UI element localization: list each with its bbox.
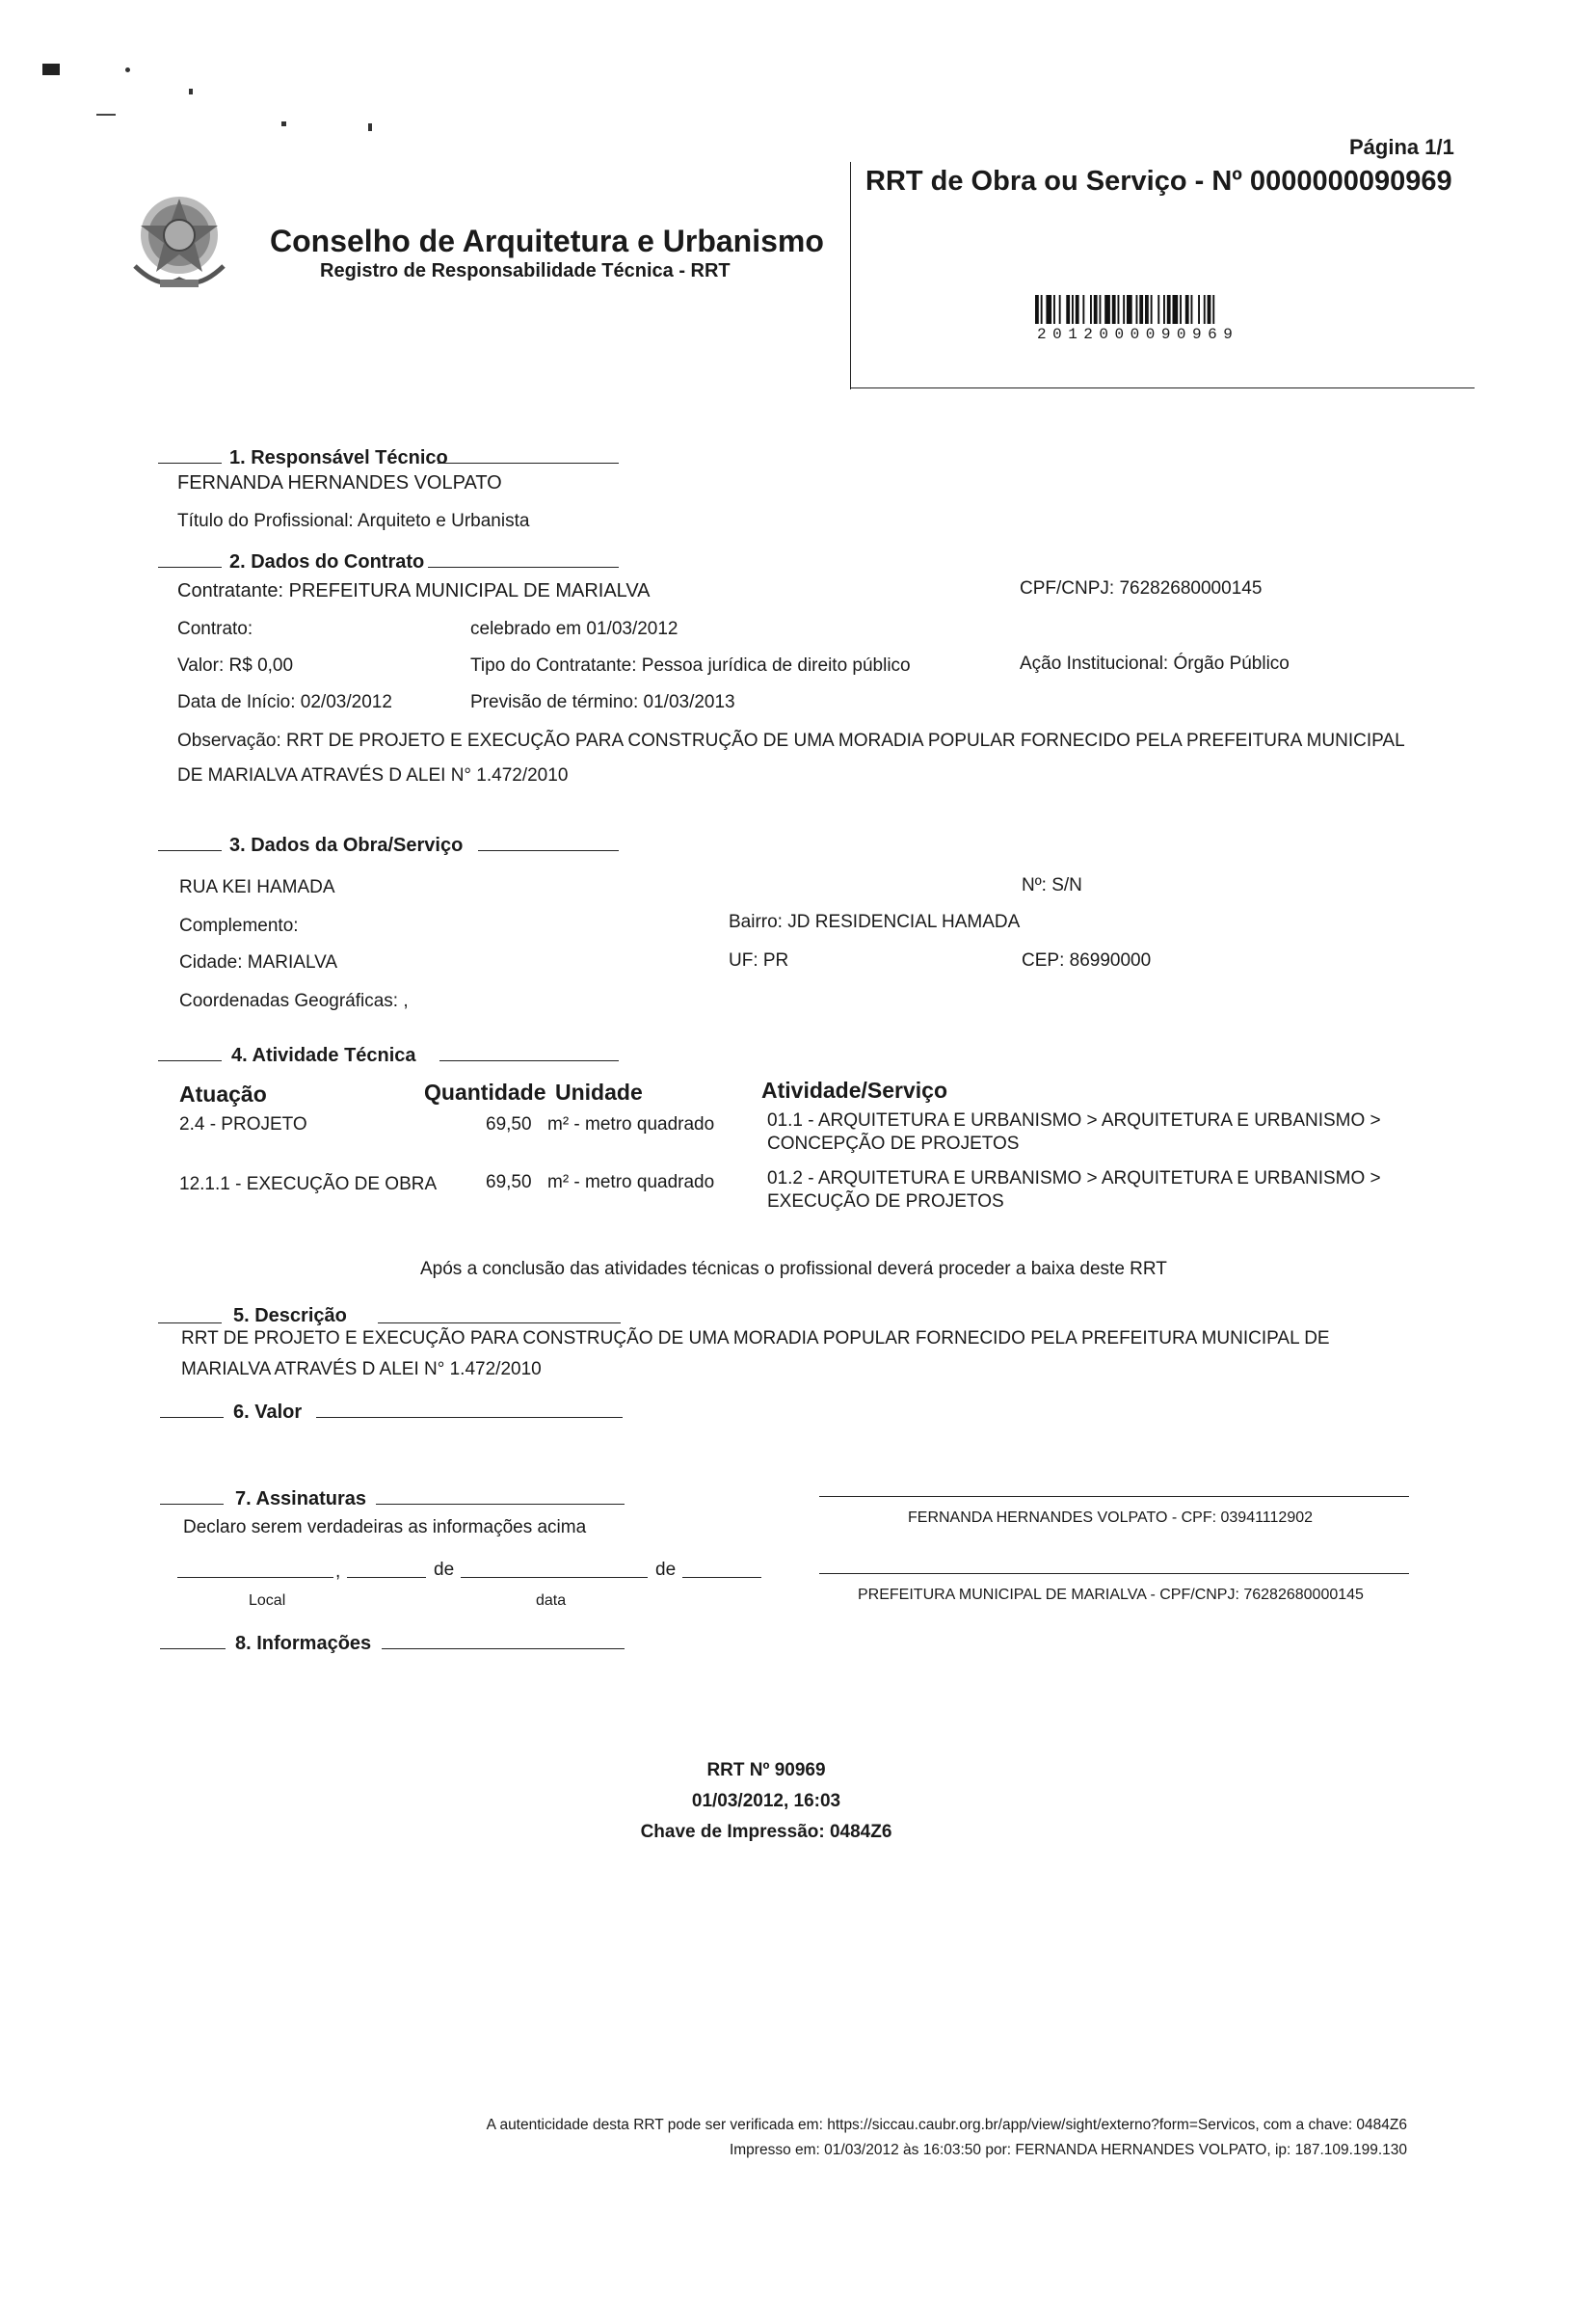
section-1-rule-left	[158, 463, 222, 464]
baixa-note: Após a conclusão das atividades técnicas o profissional deverá proceder a baixa deste RRT	[420, 1259, 1167, 1279]
rrt-datetime: 01/03/2012, 16:03	[691, 1791, 841, 1811]
valor: Valor: R$ 0,00	[177, 655, 294, 676]
barcode-bar	[1208, 295, 1211, 324]
signature-line-2	[819, 1573, 1409, 1574]
descricao-line-2: MARIALVA ATRAVÉS D ALEI N° 1.472/2010	[181, 1359, 542, 1379]
tipo-contratante: Tipo do Contratante: Pessoa jurídica de direito público	[470, 655, 911, 676]
scan-speck	[368, 123, 372, 131]
section-6-rule-left	[160, 1417, 224, 1418]
barcode-bar	[1090, 295, 1092, 324]
header-unidade: Unidade	[555, 1080, 643, 1105]
cidade: Cidade: MARIALVA	[179, 952, 338, 973]
barcode-bar	[1104, 295, 1110, 324]
barcode-bar	[1198, 295, 1200, 324]
section-2-rule-right	[428, 567, 619, 568]
signature-2-label: PREFEITURA MUNICIPAL DE MARIALVA - CPF/CNPJ: 76282680000145	[858, 1587, 1364, 1603]
year-line	[682, 1577, 761, 1578]
barcode-bar	[1082, 295, 1084, 324]
section-1-rule-right	[438, 463, 619, 464]
registry-subtitle: Registro de Responsabilidade Técnica - RRT	[320, 260, 731, 281]
signature-line-1	[819, 1496, 1409, 1497]
barcode-bar	[1167, 295, 1171, 324]
section-8-rule-left	[160, 1648, 226, 1649]
bairro: Bairro: JD RESIDENCIAL HAMADA	[729, 912, 1021, 932]
scan-speck	[189, 89, 193, 94]
barcode-bar	[1076, 295, 1079, 324]
row-2-atividade-line-1: 01.2 - ARQUITETURA E URBANISMO > ARQUITETURA E URBANISMO >	[767, 1168, 1381, 1189]
complemento: Complemento:	[179, 916, 299, 936]
professional-title: Título do Profissional: Arquiteto e Urbanista	[177, 511, 530, 531]
row-1-atividade-line-1: 01.1 - ARQUITETURA E URBANISMO > ARQUITETURA E URBANISMO >	[767, 1110, 1381, 1131]
section-4-rule-left	[158, 1060, 222, 1061]
section-3-title: 3. Dados da Obra/Serviço	[229, 835, 464, 856]
responsible-name: FERNANDA HERNANDES VOLPATO	[177, 472, 502, 494]
page-number: Página 1/1	[1349, 135, 1454, 159]
section-8-rule-right	[382, 1648, 625, 1649]
header-quantidade: Quantidade	[424, 1080, 546, 1105]
row-2-unidade: m² - metro quadrado	[547, 1172, 715, 1192]
barcode-bar	[1035, 295, 1039, 324]
print-key: Chave de Impressão: 0484Z6	[640, 1822, 892, 1842]
barcode-bar	[1118, 295, 1120, 324]
barcode-bar	[1066, 295, 1070, 324]
barcode-bar	[1041, 295, 1043, 324]
barcode-bar	[1212, 295, 1214, 324]
local-caption: Local	[249, 1592, 286, 1609]
header-box-bottom-border	[850, 387, 1475, 388]
section-4-title: 4. Atividade Técnica	[231, 1045, 416, 1066]
barcode-bar	[1151, 295, 1153, 324]
de-2: de	[655, 1560, 677, 1580]
signature-1-label: FERNANDA HERNANDES VOLPATO - CPF: 03941112902	[908, 1509, 1314, 1526]
rrt-title: RRT de Obra ou Serviço - Nº 0000000090969	[865, 166, 1452, 197]
de-1: de	[434, 1560, 455, 1580]
rrt-number: RRT Nº 90969	[706, 1760, 826, 1780]
day-line	[347, 1577, 426, 1578]
contrato-celebrado: celebrado em 01/03/2012	[470, 619, 678, 639]
barcode-bar	[1145, 295, 1149, 324]
contratante: Contratante: PREFEITURA MUNICIPAL DE MARIALVA	[177, 580, 651, 601]
month-line	[461, 1577, 648, 1578]
barcode-bar	[1100, 295, 1102, 324]
row-2-atuacao: 12.1.1 - EXECUÇÃO DE OBRA	[179, 1174, 438, 1194]
declaro-text: Declaro serem verdadeiras as informações acima	[183, 1517, 587, 1537]
authenticity-line-2: Impresso em: 01/03/2012 às 16:03:50 por: FERNANDA HERNANDES VOLPATO, ip: 187.109.199.130	[729, 2142, 1407, 2158]
section-7-title: 7. Assinaturas	[235, 1488, 366, 1509]
section-7-rule-left	[160, 1504, 224, 1505]
section-5-title: 5. Descrição	[233, 1305, 347, 1326]
barcode-bar	[1094, 295, 1098, 324]
barcode-bar	[1127, 295, 1132, 324]
scan-speck	[96, 114, 116, 116]
local-comma: ,	[335, 1562, 341, 1582]
local-line	[177, 1577, 333, 1578]
scan-speck	[42, 64, 60, 75]
section-3-rule-left	[158, 850, 222, 851]
section-7-rule-right	[376, 1504, 625, 1505]
barcode-bar	[1072, 295, 1074, 324]
scan-speck	[281, 121, 286, 126]
barcode-bar	[1204, 295, 1206, 324]
section-5-rule-right	[378, 1322, 621, 1323]
cep: CEP: 86990000	[1022, 950, 1152, 971]
barcode-bar	[1185, 295, 1189, 324]
barcode-bar	[1112, 295, 1116, 324]
section-6-title: 6. Valor	[233, 1402, 303, 1423]
rua: RUA KEI HAMADA	[179, 877, 335, 897]
section-5-rule-left	[158, 1322, 222, 1323]
section-2-title: 2. Dados do Contrato	[229, 551, 425, 573]
section-2-rule-left	[158, 567, 222, 568]
row-2-atividade-line-2: EXECUÇÃO DE PROJETOS	[767, 1191, 1004, 1212]
barcode-bar	[1059, 295, 1061, 324]
row-1-atividade-line-2: CONCEPÇÃO DE PROJETOS	[767, 1134, 1020, 1154]
section-4-rule-right	[439, 1060, 619, 1061]
barcode-bar	[1157, 295, 1159, 324]
section-1-title: 1. Responsável Técnico	[229, 447, 448, 468]
header-atividade: Atividade/Serviço	[761, 1078, 948, 1103]
barcode-bar	[1123, 295, 1125, 324]
data-inicio: Data de Início: 02/03/2012	[177, 692, 392, 712]
barcode-bar	[1136, 295, 1138, 324]
section-3-rule-right	[478, 850, 619, 851]
coordenadas: Coordenadas Geográficas: ,	[179, 991, 409, 1011]
cpf-cnpj: CPF/CNPJ: 76282680000145	[1020, 578, 1263, 599]
data-caption: data	[536, 1592, 567, 1609]
coat-of-arms-icon	[121, 179, 237, 295]
numero: Nº: S/N	[1022, 875, 1082, 895]
uf: UF: PR	[729, 950, 789, 971]
council-name: Conselho de Arquitetura e Urbanismo	[270, 224, 824, 258]
previsao-termino: Previsão de término: 01/03/2013	[470, 692, 735, 712]
observacao-line-2: DE MARIALVA ATRAVÉS D ALEI N° 1.472/2010	[177, 765, 569, 786]
row-2-quantidade: 69,50	[486, 1172, 532, 1192]
descricao-line-1: RRT DE PROJETO E EXECUÇÃO PARA CONSTRUÇÃO DE UMA MORADIA POPULAR FORNECIDO PELA PREFEITURA MUNICIPAL DE	[181, 1328, 1330, 1349]
barcode-number: 2012000090969	[1037, 326, 1239, 343]
header-box-left-border	[850, 162, 851, 389]
acao-institucional: Ação Institucional: Órgão Público	[1020, 654, 1290, 674]
section-6-rule-right	[316, 1417, 623, 1418]
barcode-bar	[1173, 295, 1179, 324]
barcode-bar	[1191, 295, 1193, 324]
authenticity-line-1: A autenticidade desta RRT pode ser verificada em: https://siccau.caubr.org.br/app/view/sight/externo?form=Servicos, com a chave: 0484Z6	[486, 2117, 1407, 2133]
row-1-quantidade: 69,50	[486, 1114, 532, 1135]
scan-speck	[125, 67, 130, 72]
row-1-unidade: m² - metro quadrado	[547, 1114, 715, 1135]
header-atuacao: Atuação	[179, 1082, 267, 1107]
contrato-label: Contrato:	[177, 619, 253, 639]
barcode-bar	[1163, 295, 1165, 324]
barcode-bar	[1180, 295, 1182, 324]
section-8-title: 8. Informações	[235, 1633, 372, 1654]
row-1-atuacao: 2.4 - PROJETO	[179, 1114, 307, 1135]
barcode-bar	[1053, 295, 1055, 324]
barcode-bar	[1139, 295, 1143, 324]
observacao-line-1: Observação: RRT DE PROJETO E EXECUÇÃO PARA CONSTRUÇÃO DE UMA MORADIA POPULAR FORNECIDO PELA PREFEITURA MUNICIPAL	[177, 731, 1405, 751]
barcode-bar	[1046, 295, 1051, 324]
